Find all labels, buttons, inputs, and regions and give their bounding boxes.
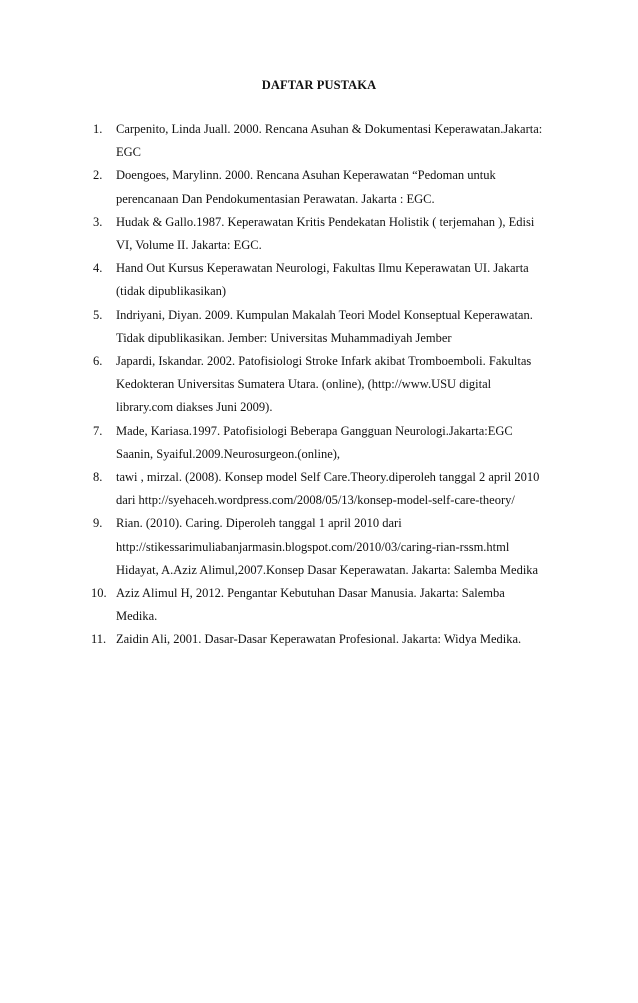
reference-number: 5. — [93, 307, 103, 322]
reference-line: (tidak dipublikasikan) — [116, 284, 227, 299]
reference-number: 11. — [91, 632, 107, 647]
reference-line: Kedokteran Universitas Sumatera Utara. (online), (http://www.USU digital — [116, 377, 492, 392]
reference-item — [93, 304, 563, 350]
reference-line: Hudak & Gallo.1987. Keperawatan Kritis Pendekatan Holistik ( terjemahan ), Edisi — [116, 214, 535, 229]
reference-line: EGC — [116, 145, 141, 160]
reference-number: 9. — [93, 516, 103, 531]
reference-line: Medika. — [116, 609, 158, 624]
reference-item — [93, 512, 563, 582]
reference-number: 2. — [93, 168, 103, 183]
reference-number: 1. — [93, 122, 103, 136]
reference-line: Aziz Alimul H, 2012. Pengantar Kebutuhan Dasar Manusia. Jakarta: Salemba — [116, 586, 505, 601]
reference-item — [93, 420, 563, 466]
reference-line: Hidayat, A.Aziz Alimul,2007.Konsep Dasar Keperawatan. Jakarta: Salemba Medika — [116, 562, 539, 577]
reference-number: 6. — [93, 354, 103, 369]
reference-line: Carpenito, Linda Juall. 2000. Rencana Asuhan & Dokumentasi Keperawatan.Jakarta: — [116, 122, 543, 136]
reference-line: Hand Out Kursus Keperawatan Neurologi, Fakultas Ilmu Keperawatan UI. Jakarta — [116, 261, 529, 276]
reference-item — [93, 118, 563, 164]
reference-line: dari http://syehaceh.wordpress.com/2008/05/13/konsep-model-self-care-theory/ — [116, 493, 515, 508]
page-title: DAFTAR PUSTAKA — [261, 78, 377, 92]
reference-number: 4. — [93, 261, 103, 276]
reference-line: Tidak dipublikasikan. Jember: Universitas Muhammadiyah Jember — [116, 330, 452, 345]
reference-item — [93, 211, 563, 257]
reference-line: Japardi, Iskandar. 2002. Patofisiologi Stroke Infark akibat Tromboemboli. Fakultas — [116, 354, 532, 369]
reference-item — [93, 164, 563, 210]
reference-item — [93, 582, 563, 628]
reference-line: tawi , mirzal. (2008). Konsep model Self Care.Theory.diperoleh tanggal 2 april 2010 — [116, 470, 540, 485]
reference-line: perencanaan Dan Pendokumentasian Perawatan. Jakarta : EGC. — [116, 191, 435, 206]
reference-number: 3. — [93, 214, 103, 229]
reference-number: 7. — [93, 423, 103, 438]
reference-item — [93, 466, 563, 512]
reference-number: 10. — [91, 586, 107, 601]
reference-line: http://stikessarimuliabanjarmasin.blogspot.com/2010/03/caring-rian-rssm.html — [116, 539, 510, 554]
reference-list — [93, 118, 563, 652]
reference-line: library.com diakses Juni 2009). — [116, 400, 273, 415]
reference-line: Rian. (2010). Caring. Diperoleh tanggal 1 april 2010 dari — [116, 516, 402, 531]
reference-number: 8. — [93, 470, 103, 485]
reference-line: Made, Kariasa.1997. Patofisiologi Beberapa Gangguan Neurologi.Jakarta:EGC — [116, 423, 513, 438]
reference-item — [93, 350, 563, 420]
reference-line: Zaidin Ali, 2001. Dasar-Dasar Keperawatan Profesional. Jakarta: Widya Medika. — [116, 632, 522, 647]
reference-item — [93, 628, 563, 651]
reference-item — [93, 257, 563, 303]
reference-line: Indriyani, Diyan. 2009. Kumpulan Makalah Teori Model Konseptual Keperawatan. — [116, 307, 533, 322]
reference-line: Saanin, Syaiful.2009.Neurosurgeon.(online), — [116, 446, 341, 461]
reference-line: VI, Volume II. Jakarta: EGC. — [116, 238, 262, 253]
reference-line: Doengoes, Marylinn. 2000. Rencana Asuhan Keperawatan “Pedoman untuk — [116, 168, 496, 183]
